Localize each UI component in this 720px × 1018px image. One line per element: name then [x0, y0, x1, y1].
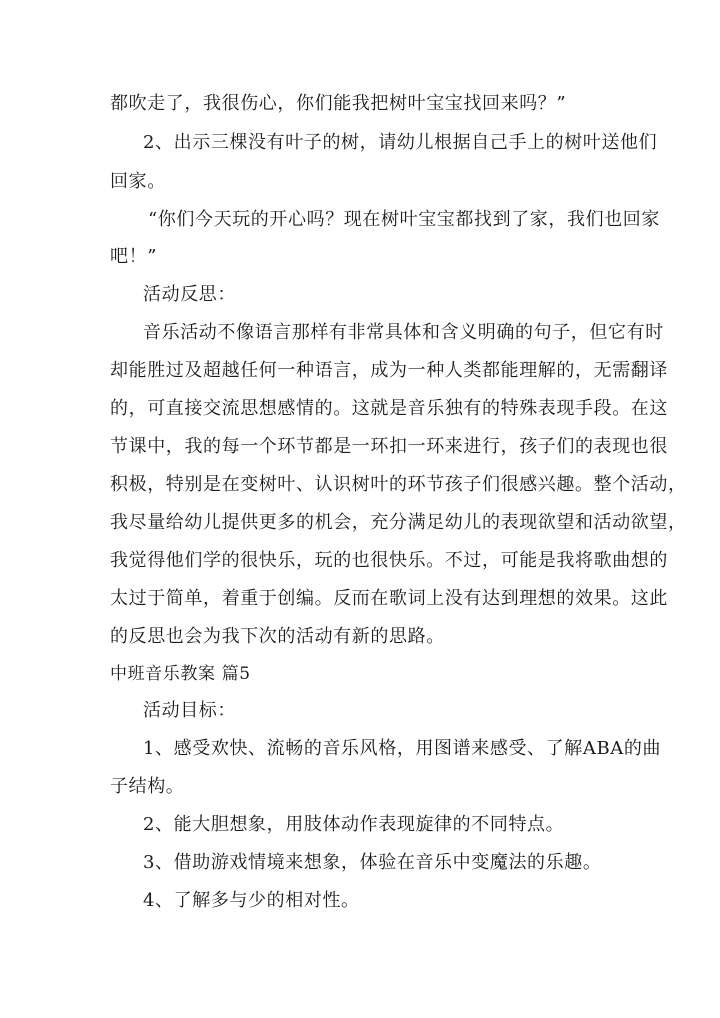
text-line: 子结构。: [110, 776, 185, 797]
text-line: 节课中，我的每一个环节都是一环扣一环来进行，孩子们的表现也很: [110, 436, 668, 457]
list-item: 1、感受欢快、流畅的音乐风格，用图谱来感受、了解ABA的曲: [143, 738, 662, 759]
text-line: 却能胜过及超越任何一种语言，成为一种人类都能理解的，无需翻译: [110, 360, 668, 381]
text-line: 的，可直接交流思想感情的。这就是音乐独有的特殊表现手段。在这: [110, 398, 668, 419]
text-line: 的反思也会为我下次的活动有新的思路。: [110, 626, 445, 647]
text-line: 回家。: [110, 171, 166, 192]
text-line: 积极，特别是在变树叶、认识树叶的环节孩子们很感兴趣。整个活动，: [110, 474, 687, 495]
text-line: 吧！”: [110, 246, 158, 267]
text-line: 都吹走了，我很伤心，你们能我把树叶宝宝找回来吗？”: [110, 93, 567, 114]
text-line: 我觉得他们学的很快乐，玩的也很快乐。不过，可能是我将歌曲想的: [110, 550, 668, 571]
list-item: 3、借助游戏情境来想象，体验在音乐中变魔法的乐趣。: [143, 852, 602, 873]
text-line: 音乐活动不像语言那样有非常具体和含义明确的句子，但它有时: [143, 322, 664, 343]
section-heading: 活动目标：: [143, 700, 236, 721]
list-item: 2、能大胆想象，用肢体动作表现旋律的不同特点。: [143, 814, 565, 835]
text-line: 我尽量给幼儿提供更多的机会，充分满足幼儿的表现欲望和活动欲望，: [110, 512, 687, 533]
document-heading: 中班音乐教案 篇5: [110, 664, 251, 684]
text-line: 太过于简单，着重于创编。反而在歌词上没有达到理想的效果。这此: [110, 588, 668, 609]
section-heading: 活动反思：: [143, 284, 236, 305]
text-line: “你们今天玩的开心吗？现在树叶宝宝都找到了家，我们也回家: [148, 209, 660, 230]
list-item: 4、了解多与少的相对性。: [143, 890, 360, 911]
text-line: 2、出示三棵没有叶子的树，请幼儿根据自己手上的树叶送他们: [143, 132, 658, 153]
